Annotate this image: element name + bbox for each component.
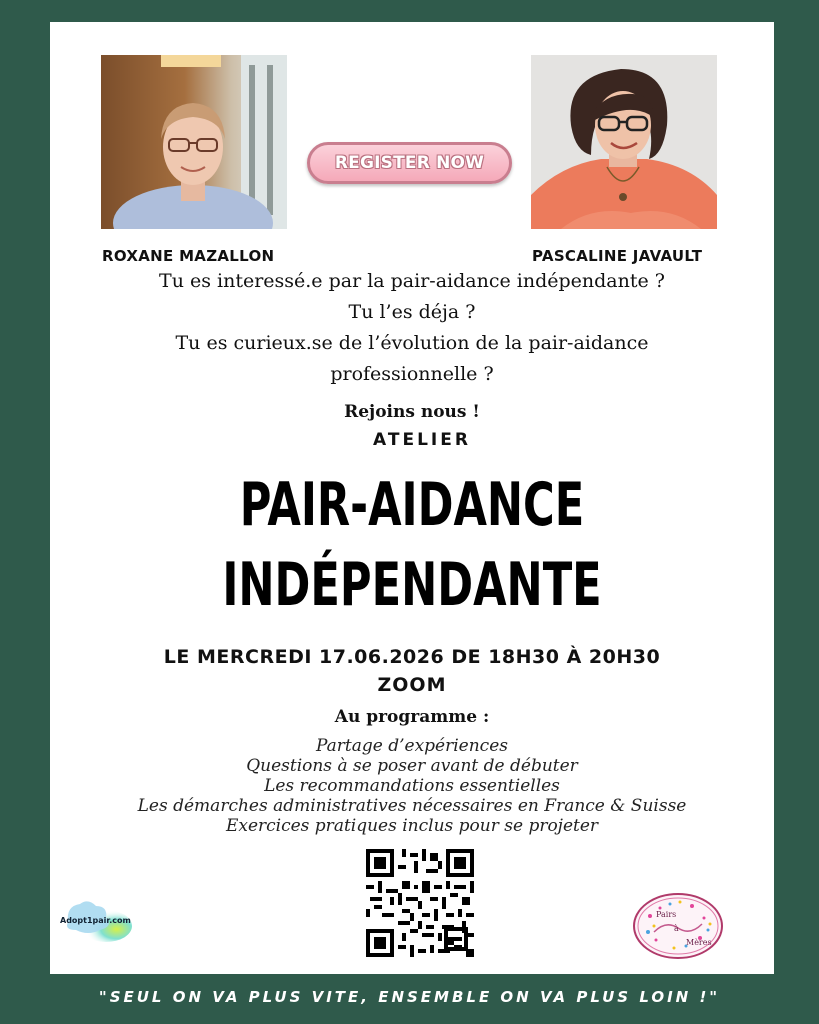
intro-line: Tu es curieux.se de l’évolution de la pair-aidance [175,332,649,354]
speaker-name-left: ROXANE MAZALLON [102,247,275,265]
pascaline-portrait-image [531,55,717,229]
programme-list [50,736,774,836]
qr-code-image [366,849,474,957]
programme-item: Questions à se poser avant de débuter [246,756,578,776]
programme-item: Partage d’expériences [315,736,508,756]
adopt1pair-logo-text: Adopt1pair.com [60,916,131,925]
register-now-button[interactable]: REGISTER NOW [307,142,512,184]
intro-questions [50,266,774,390]
speaker-name-right: PASCALINE JAVAULT [532,247,703,265]
pairs-logo-text-1: Pairs [656,910,677,919]
pairs-logo-text-2: à [674,924,679,933]
invite-text: Rejoins nous ! [344,402,480,422]
pairs-logo-text-3: Mères [686,938,712,947]
intro-line: Tu es interessé.e par la pair-aidance indépendante ? [159,270,665,292]
adopt1pair-logo [58,896,134,944]
pairs-a-meres-logo [630,888,726,964]
programme-item: Les recommandations essentielles [264,776,560,796]
programme-item: Exercices pratiques inclus pour se projeter [225,816,599,836]
event-place: ZOOM [377,674,447,696]
qr-code[interactable] [366,849,474,957]
event-title-line2: INDÉPENDANTE [222,550,602,620]
flyer-card [50,22,774,974]
intro-line: Tu l’es déja ? [348,301,476,323]
programme-label: Au programme : [334,707,490,727]
event-date: LE MERCREDI 17.06.2026 DE 18H30 À 20H30 [163,646,661,668]
speaker-photo-left [101,55,287,229]
event-title-line1: PAIR-AIDANCE [239,470,585,540]
intro-line: professionnelle ? [330,363,494,385]
footer-quote: "SEUL ON VA PLUS VITE, ENSEMBLE ON VA PLUS LOIN !" [98,988,721,1006]
speaker-photo-right [531,55,717,229]
event-kind: ATELIER [373,430,471,450]
roxane-portrait-image [101,55,287,229]
programme-item: Les démarches administratives nécessaires en France & Suisse [137,796,687,816]
